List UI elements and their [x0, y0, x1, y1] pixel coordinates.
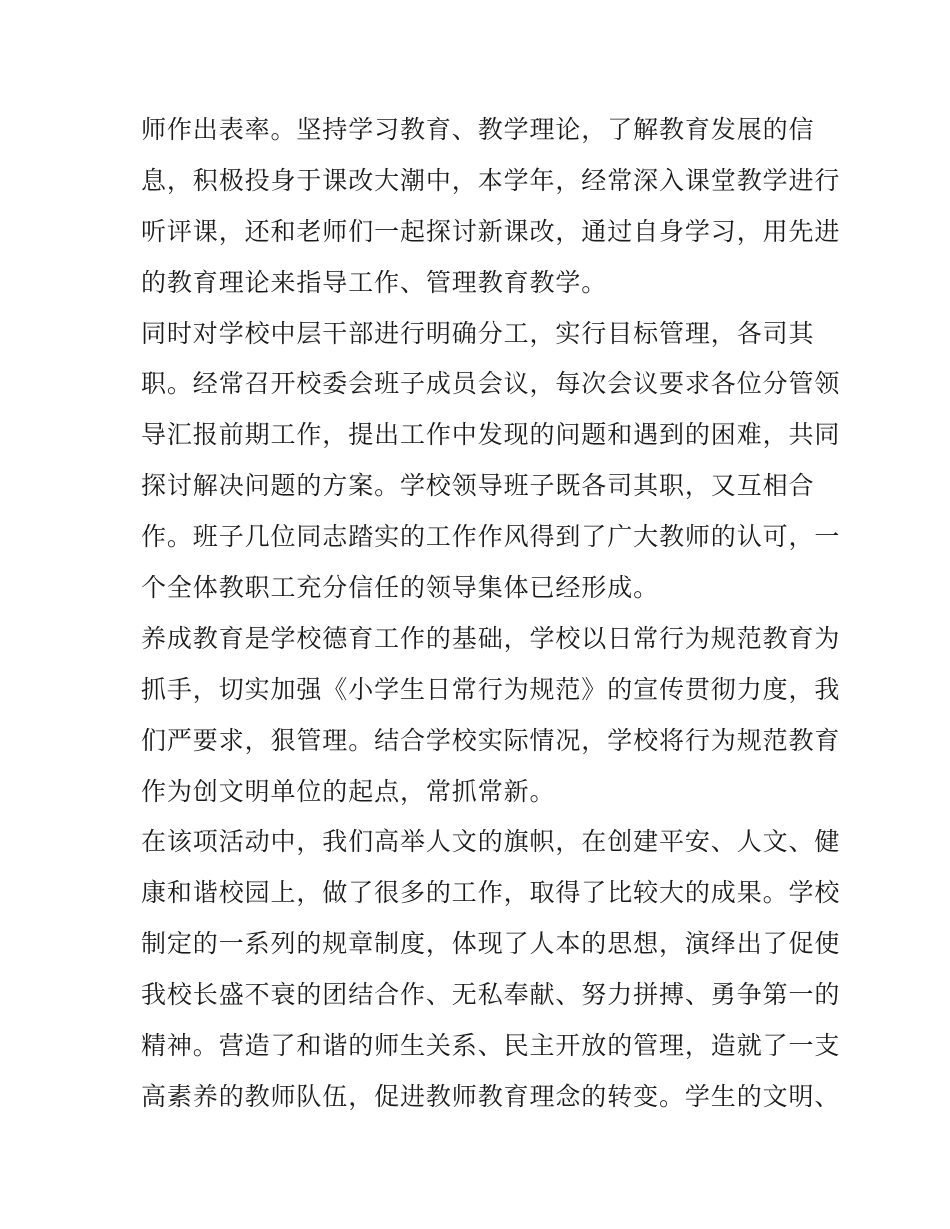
text-line: 们严要求，狠管理。结合学校实际情况，学校将行为规范教育 [141, 725, 841, 755]
text-line: 个全体教职工充分信任的领导集体已经形成。 [141, 573, 660, 603]
text-line: 师作出表率。坚持学习教育、教学理论，了解教育发展的信 [141, 115, 815, 144]
text-line: 养成教育是学校德育工作的基础，学校以日常行为规范教育为 [141, 623, 841, 653]
body-text [141, 105, 841, 1123]
text-line: 我校长盛不衰的团结合作、无私奉献、努力拼搏、勇争第一的 [141, 980, 841, 1010]
text-line: 息，积极投身于课改大潮中，本学年，经常深入课堂教学进行 [141, 165, 841, 195]
text-line: 制定的一系列的规章制度，体现了人本的思想，演绎出了促使 [141, 929, 841, 959]
text-line: 精神。营造了和谐的师生关系、民主开放的管理，造就了一支 [141, 1031, 841, 1061]
text-line: 导汇报前期工作，提出工作中发现的问题和遇到的困难，共同 [141, 420, 841, 450]
text-line: 作为创文明单位的起点，常抓常新。 [141, 776, 556, 806]
text-line: 职。经常召开校委会班子成员会议，每次会议要求各位分管领 [141, 369, 841, 399]
text-line: 的教育理论来指导工作、管理教育教学。 [141, 267, 608, 297]
text-line: 作。班子几位同志踏实的工作作风得到了广大教师的认可，一 [141, 522, 841, 552]
text-line: 探讨解决问题的方案。学校领导班子既各司其职，又互相合 [141, 471, 815, 501]
text-line: 在该项活动中，我们高举人文的旗帜，在创建平安、人文、健 [141, 827, 841, 857]
text-line: 高素养的教师队伍，促进教师教育理念的转变。学生的文明、 [141, 1081, 841, 1111]
text-line: 同时对学校中层干部进行明确分工，实行目标管理，各司其 [141, 318, 815, 348]
text-line: 听评课，还和老师们一起探讨新课改，通过自身学习，用先进 [141, 216, 841, 246]
text-line: 抓手，切实加强《小学生日常行为规范》的宣传贯彻力度，我 [141, 674, 841, 704]
text-line: 康和谐校园上，做了很多的工作，取得了比较大的成果。学校 [141, 878, 841, 908]
